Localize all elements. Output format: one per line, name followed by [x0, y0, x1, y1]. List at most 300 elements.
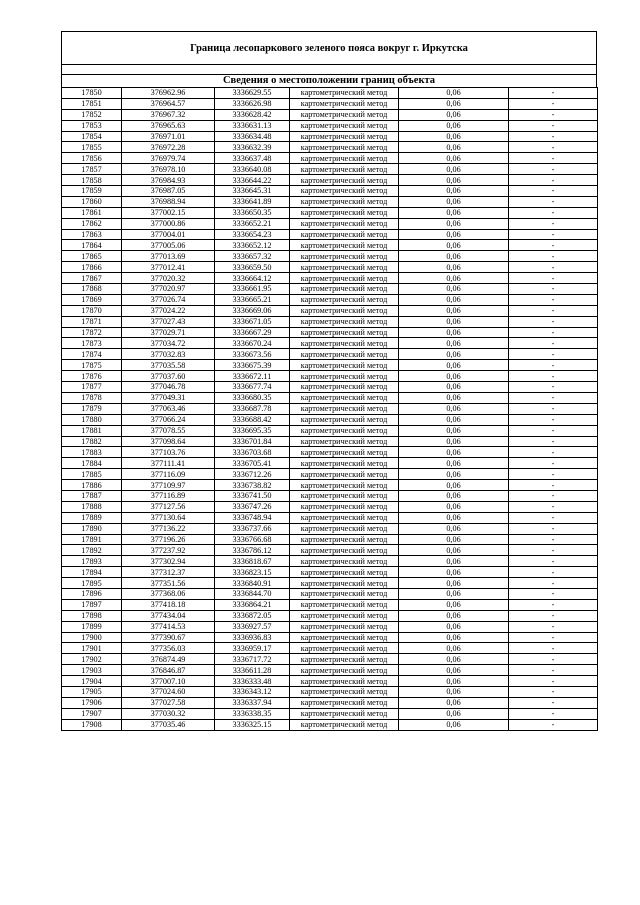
point-number-cell: 17867 — [62, 273, 122, 284]
point-number-cell: 17884 — [62, 458, 122, 469]
y-coordinate-cell: 3336645.31 — [215, 186, 290, 197]
table-row — [62, 425, 598, 436]
description-cell: - — [509, 414, 598, 425]
x-coordinate-cell: 376962.96 — [122, 88, 215, 99]
y-coordinate-cell: 3336673.56 — [215, 349, 290, 360]
x-coordinate-cell: 377020.97 — [122, 284, 215, 295]
x-coordinate-cell: 377136.22 — [122, 523, 215, 534]
table-row — [62, 512, 598, 523]
description-cell: - — [509, 480, 598, 491]
point-number-cell: 17887 — [62, 490, 122, 501]
x-coordinate-cell: 377109.97 — [122, 480, 215, 491]
section-heading: Сведения о местоположении границ объекта — [61, 74, 597, 87]
description-cell: - — [509, 294, 598, 305]
table-row — [62, 98, 598, 109]
description-cell: - — [509, 436, 598, 447]
description-cell: - — [509, 338, 598, 349]
table-row — [62, 578, 598, 589]
accuracy-cell: 0,06 — [399, 719, 509, 730]
y-coordinate-cell: 3336337.94 — [215, 697, 290, 708]
description-cell: - — [509, 469, 598, 480]
y-coordinate-cell: 3336667.29 — [215, 327, 290, 338]
document-title: Граница лесопаркового зеленого пояса вокруг г. Иркутска — [61, 31, 597, 64]
x-coordinate-cell: 376965.63 — [122, 120, 215, 131]
x-coordinate-cell: 377020.32 — [122, 273, 215, 284]
table-row — [62, 490, 598, 501]
accuracy-cell: 0,06 — [399, 501, 509, 512]
y-coordinate-cell: 3336626.98 — [215, 98, 290, 109]
method-cell: картометрический метод — [290, 294, 399, 305]
table-row — [62, 120, 598, 131]
table-row — [62, 186, 598, 197]
point-number-cell: 17861 — [62, 207, 122, 218]
y-coordinate-cell: 3336840.91 — [215, 578, 290, 589]
table-row — [62, 218, 598, 229]
y-coordinate-cell: 3336672.11 — [215, 371, 290, 382]
description-cell: - — [509, 229, 598, 240]
x-coordinate-cell: 377103.76 — [122, 447, 215, 458]
x-coordinate-cell: 377312.37 — [122, 567, 215, 578]
x-coordinate-cell: 376967.32 — [122, 109, 215, 120]
method-cell: картометрический метод — [290, 480, 399, 491]
point-number-cell: 17873 — [62, 338, 122, 349]
description-cell: - — [509, 403, 598, 414]
description-cell: - — [509, 676, 598, 687]
y-coordinate-cell: 3336628.42 — [215, 109, 290, 120]
description-cell: - — [509, 567, 598, 578]
method-cell: картометрический метод — [290, 229, 399, 240]
table-row — [62, 109, 598, 120]
method-cell: картометрический метод — [290, 665, 399, 676]
accuracy-cell: 0,06 — [399, 697, 509, 708]
accuracy-cell: 0,06 — [399, 392, 509, 403]
accuracy-cell: 0,06 — [399, 131, 509, 142]
method-cell: картометрический метод — [290, 349, 399, 360]
accuracy-cell: 0,06 — [399, 349, 509, 360]
y-coordinate-cell: 3336670.24 — [215, 338, 290, 349]
accuracy-cell: 0,06 — [399, 360, 509, 371]
point-number-cell: 17875 — [62, 360, 122, 371]
x-coordinate-cell: 377098.64 — [122, 436, 215, 447]
x-coordinate-cell: 377127.56 — [122, 501, 215, 512]
x-coordinate-cell: 377013.69 — [122, 251, 215, 262]
x-coordinate-cell: 376972.28 — [122, 142, 215, 153]
description-cell: - — [509, 109, 598, 120]
accuracy-cell: 0,06 — [399, 153, 509, 164]
accuracy-cell: 0,06 — [399, 273, 509, 284]
y-coordinate-cell: 3336959.17 — [215, 643, 290, 654]
method-cell: картометрический метод — [290, 316, 399, 327]
x-coordinate-cell: 377078.55 — [122, 425, 215, 436]
table-row — [62, 632, 598, 643]
method-cell: картометрический метод — [290, 501, 399, 512]
table-row — [62, 131, 598, 142]
method-cell: картометрический метод — [290, 534, 399, 545]
point-number-cell: 17862 — [62, 218, 122, 229]
accuracy-cell: 0,06 — [399, 371, 509, 382]
method-cell: картометрический метод — [290, 88, 399, 99]
description-cell: - — [509, 382, 598, 393]
description-cell: - — [509, 120, 598, 131]
method-cell: картометрический метод — [290, 545, 399, 556]
coordinates-table-body — [62, 88, 598, 731]
accuracy-cell: 0,06 — [399, 490, 509, 501]
x-coordinate-cell: 376846.87 — [122, 665, 215, 676]
method-cell: картометрический метод — [290, 327, 399, 338]
point-number-cell: 17876 — [62, 371, 122, 382]
point-number-cell: 17852 — [62, 109, 122, 120]
method-cell: картометрический метод — [290, 578, 399, 589]
accuracy-cell: 0,06 — [399, 610, 509, 621]
table-row — [62, 621, 598, 632]
accuracy-cell: 0,06 — [399, 251, 509, 262]
method-cell: картометрический метод — [290, 610, 399, 621]
accuracy-cell: 0,06 — [399, 88, 509, 99]
x-coordinate-cell: 376979.74 — [122, 153, 215, 164]
point-number-cell: 17877 — [62, 382, 122, 393]
accuracy-cell: 0,06 — [399, 305, 509, 316]
method-cell: картометрический метод — [290, 142, 399, 153]
description-cell: - — [509, 632, 598, 643]
table-row — [62, 447, 598, 458]
table-row — [62, 458, 598, 469]
method-cell: картометрический метод — [290, 632, 399, 643]
accuracy-cell: 0,06 — [399, 240, 509, 251]
table-row — [62, 262, 598, 273]
y-coordinate-cell: 3336737.66 — [215, 523, 290, 534]
y-coordinate-cell: 3336325.15 — [215, 719, 290, 730]
accuracy-cell: 0,06 — [399, 578, 509, 589]
y-coordinate-cell: 3336671.05 — [215, 316, 290, 327]
description-cell: - — [509, 621, 598, 632]
y-coordinate-cell: 3336661.95 — [215, 284, 290, 295]
accuracy-cell: 0,06 — [399, 338, 509, 349]
y-coordinate-cell: 3336343.12 — [215, 686, 290, 697]
description-cell: - — [509, 534, 598, 545]
point-number-cell: 17860 — [62, 196, 122, 207]
y-coordinate-cell: 3336738.82 — [215, 480, 290, 491]
point-number-cell: 17900 — [62, 632, 122, 643]
accuracy-cell: 0,06 — [399, 294, 509, 305]
x-coordinate-cell: 377116.09 — [122, 469, 215, 480]
x-coordinate-cell: 377368.06 — [122, 588, 215, 599]
method-cell: картометрический метод — [290, 523, 399, 534]
y-coordinate-cell: 3336611.28 — [215, 665, 290, 676]
x-coordinate-cell: 377351.56 — [122, 578, 215, 589]
x-coordinate-cell: 377004.01 — [122, 229, 215, 240]
description-cell: - — [509, 186, 598, 197]
table-row — [62, 567, 598, 578]
point-number-cell: 17850 — [62, 88, 122, 99]
table-row — [62, 316, 598, 327]
description-cell: - — [509, 98, 598, 109]
description-cell: - — [509, 447, 598, 458]
description-cell: - — [509, 251, 598, 262]
method-cell: картометрический метод — [290, 447, 399, 458]
method-cell: картометрический метод — [290, 98, 399, 109]
y-coordinate-cell: 3336766.68 — [215, 534, 290, 545]
method-cell: картометрический метод — [290, 414, 399, 425]
method-cell: картометрический метод — [290, 164, 399, 175]
x-coordinate-cell: 377034.72 — [122, 338, 215, 349]
method-cell: картометрический метод — [290, 708, 399, 719]
description-cell: - — [509, 545, 598, 556]
x-coordinate-cell: 377063.46 — [122, 403, 215, 414]
description-cell: - — [509, 719, 598, 730]
point-number-cell: 17864 — [62, 240, 122, 251]
accuracy-cell: 0,06 — [399, 512, 509, 523]
method-cell: картометрический метод — [290, 458, 399, 469]
description-cell: - — [509, 196, 598, 207]
accuracy-cell: 0,06 — [399, 708, 509, 719]
point-number-cell: 17851 — [62, 98, 122, 109]
method-cell: картометрический метод — [290, 262, 399, 273]
y-coordinate-cell: 3336654.23 — [215, 229, 290, 240]
point-number-cell: 17908 — [62, 719, 122, 730]
x-coordinate-cell: 377116.89 — [122, 490, 215, 501]
accuracy-cell: 0,06 — [399, 186, 509, 197]
point-number-cell: 17874 — [62, 349, 122, 360]
table-row — [62, 371, 598, 382]
method-cell: картометрический метод — [290, 131, 399, 142]
y-coordinate-cell: 3336657.32 — [215, 251, 290, 262]
point-number-cell: 17897 — [62, 599, 122, 610]
accuracy-cell: 0,06 — [399, 196, 509, 207]
accuracy-cell: 0,06 — [399, 676, 509, 687]
method-cell: картометрический метод — [290, 490, 399, 501]
method-cell: картометрический метод — [290, 284, 399, 295]
x-coordinate-cell: 376984.93 — [122, 175, 215, 186]
accuracy-cell: 0,06 — [399, 120, 509, 131]
accuracy-cell: 0,06 — [399, 599, 509, 610]
accuracy-cell: 0,06 — [399, 414, 509, 425]
y-coordinate-cell: 3336669.06 — [215, 305, 290, 316]
point-number-cell: 17906 — [62, 697, 122, 708]
x-coordinate-cell: 377002.15 — [122, 207, 215, 218]
description-cell: - — [509, 131, 598, 142]
accuracy-cell: 0,06 — [399, 588, 509, 599]
method-cell: картометрический метод — [290, 686, 399, 697]
y-coordinate-cell: 3336634.48 — [215, 131, 290, 142]
table-row — [62, 229, 598, 240]
method-cell: картометрический метод — [290, 567, 399, 578]
point-number-cell: 17905 — [62, 686, 122, 697]
point-number-cell: 17881 — [62, 425, 122, 436]
y-coordinate-cell: 3336637.48 — [215, 153, 290, 164]
x-coordinate-cell: 377032.83 — [122, 349, 215, 360]
table-row — [62, 360, 598, 371]
y-coordinate-cell: 3336687.78 — [215, 403, 290, 414]
y-coordinate-cell: 3336872.05 — [215, 610, 290, 621]
table-row — [62, 469, 598, 480]
method-cell: картометрический метод — [290, 218, 399, 229]
x-coordinate-cell: 377418.18 — [122, 599, 215, 610]
table-row — [62, 414, 598, 425]
x-coordinate-cell: 377026.74 — [122, 294, 215, 305]
y-coordinate-cell: 3336844.70 — [215, 588, 290, 599]
description-cell: - — [509, 708, 598, 719]
method-cell: картометрический метод — [290, 153, 399, 164]
method-cell: картометрический метод — [290, 207, 399, 218]
y-coordinate-cell: 3336652.12 — [215, 240, 290, 251]
x-coordinate-cell: 377111.41 — [122, 458, 215, 469]
point-number-cell: 17882 — [62, 436, 122, 447]
x-coordinate-cell: 377024.60 — [122, 686, 215, 697]
accuracy-cell: 0,06 — [399, 142, 509, 153]
table-row — [62, 523, 598, 534]
point-number-cell: 17904 — [62, 676, 122, 687]
x-coordinate-cell: 377049.31 — [122, 392, 215, 403]
description-cell: - — [509, 316, 598, 327]
description-cell: - — [509, 578, 598, 589]
y-coordinate-cell: 3336927.57 — [215, 621, 290, 632]
x-coordinate-cell: 377027.43 — [122, 316, 215, 327]
method-cell: картометрический метод — [290, 196, 399, 207]
point-number-cell: 17890 — [62, 523, 122, 534]
table-row — [62, 534, 598, 545]
table-row — [62, 708, 598, 719]
table-row — [62, 545, 598, 556]
accuracy-cell: 0,06 — [399, 218, 509, 229]
y-coordinate-cell: 3336748.94 — [215, 512, 290, 523]
x-coordinate-cell: 377237.92 — [122, 545, 215, 556]
accuracy-cell: 0,06 — [399, 534, 509, 545]
x-coordinate-cell: 377007.10 — [122, 676, 215, 687]
y-coordinate-cell: 3336680.35 — [215, 392, 290, 403]
description-cell: - — [509, 490, 598, 501]
point-number-cell: 17859 — [62, 186, 122, 197]
description-cell: - — [509, 305, 598, 316]
x-coordinate-cell: 377302.94 — [122, 556, 215, 567]
y-coordinate-cell: 3336864.21 — [215, 599, 290, 610]
point-number-cell: 17865 — [62, 251, 122, 262]
point-number-cell: 17883 — [62, 447, 122, 458]
method-cell: картометрический метод — [290, 120, 399, 131]
description-cell: - — [509, 360, 598, 371]
y-coordinate-cell: 3336665.21 — [215, 294, 290, 305]
method-cell: картометрический метод — [290, 240, 399, 251]
point-number-cell: 17901 — [62, 643, 122, 654]
accuracy-cell: 0,06 — [399, 229, 509, 240]
table-row — [62, 719, 598, 730]
point-number-cell: 17898 — [62, 610, 122, 621]
table-row — [62, 88, 598, 99]
spacer-row — [61, 64, 597, 74]
x-coordinate-cell: 377027.58 — [122, 697, 215, 708]
accuracy-cell: 0,06 — [399, 654, 509, 665]
point-number-cell: 17903 — [62, 665, 122, 676]
description-cell: - — [509, 665, 598, 676]
point-number-cell: 17891 — [62, 534, 122, 545]
description-cell: - — [509, 697, 598, 708]
description-cell: - — [509, 175, 598, 186]
description-cell: - — [509, 371, 598, 382]
point-number-cell: 17895 — [62, 578, 122, 589]
point-number-cell: 17853 — [62, 120, 122, 131]
table-row — [62, 588, 598, 599]
table-row — [62, 305, 598, 316]
table-row — [62, 382, 598, 393]
point-number-cell: 17870 — [62, 305, 122, 316]
y-coordinate-cell: 3336818.67 — [215, 556, 290, 567]
accuracy-cell: 0,06 — [399, 316, 509, 327]
point-number-cell: 17863 — [62, 229, 122, 240]
accuracy-cell: 0,06 — [399, 109, 509, 120]
x-coordinate-cell: 377037.60 — [122, 371, 215, 382]
accuracy-cell: 0,06 — [399, 632, 509, 643]
table-row — [62, 153, 598, 164]
x-coordinate-cell: 377390.67 — [122, 632, 215, 643]
description-cell: - — [509, 88, 598, 99]
description-cell: - — [509, 164, 598, 175]
table-row — [62, 610, 598, 621]
method-cell: картометрический метод — [290, 338, 399, 349]
x-coordinate-cell: 377000.86 — [122, 218, 215, 229]
method-cell: картометрический метод — [290, 425, 399, 436]
table-row — [62, 251, 598, 262]
y-coordinate-cell: 3336823.15 — [215, 567, 290, 578]
y-coordinate-cell: 3336641.89 — [215, 196, 290, 207]
x-coordinate-cell: 376978.10 — [122, 164, 215, 175]
y-coordinate-cell: 3336786.12 — [215, 545, 290, 556]
point-number-cell: 17885 — [62, 469, 122, 480]
point-number-cell: 17907 — [62, 708, 122, 719]
x-coordinate-cell: 377434.04 — [122, 610, 215, 621]
y-coordinate-cell: 3336677.74 — [215, 382, 290, 393]
description-cell: - — [509, 240, 598, 251]
table-row — [62, 392, 598, 403]
table-row — [62, 501, 598, 512]
y-coordinate-cell: 3336747.26 — [215, 501, 290, 512]
description-cell: - — [509, 458, 598, 469]
y-coordinate-cell: 3336712.26 — [215, 469, 290, 480]
y-coordinate-cell: 3336652.21 — [215, 218, 290, 229]
y-coordinate-cell: 3336688.42 — [215, 414, 290, 425]
y-coordinate-cell: 3336703.68 — [215, 447, 290, 458]
x-coordinate-cell: 377066.24 — [122, 414, 215, 425]
method-cell: картометрический метод — [290, 305, 399, 316]
method-cell: картометрический метод — [290, 403, 399, 414]
method-cell: картометрический метод — [290, 392, 399, 403]
description-cell: - — [509, 425, 598, 436]
description-cell: - — [509, 327, 598, 338]
table-row — [62, 643, 598, 654]
method-cell: картометрический метод — [290, 676, 399, 687]
point-number-cell: 17899 — [62, 621, 122, 632]
method-cell: картометрический метод — [290, 273, 399, 284]
y-coordinate-cell: 3336659.50 — [215, 262, 290, 273]
accuracy-cell: 0,06 — [399, 686, 509, 697]
point-number-cell: 17894 — [62, 567, 122, 578]
x-coordinate-cell: 377024.22 — [122, 305, 215, 316]
x-coordinate-cell: 377356.03 — [122, 643, 215, 654]
description-cell: - — [509, 273, 598, 284]
point-number-cell: 17886 — [62, 480, 122, 491]
point-number-cell: 17869 — [62, 294, 122, 305]
y-coordinate-cell: 3336631.13 — [215, 120, 290, 131]
y-coordinate-cell: 3336741.50 — [215, 490, 290, 501]
x-coordinate-cell: 377030.32 — [122, 708, 215, 719]
y-coordinate-cell: 3336695.35 — [215, 425, 290, 436]
x-coordinate-cell: 376987.05 — [122, 186, 215, 197]
x-coordinate-cell: 377046.78 — [122, 382, 215, 393]
y-coordinate-cell: 3336664.12 — [215, 273, 290, 284]
table-row — [62, 175, 598, 186]
description-cell: - — [509, 262, 598, 273]
table-row — [62, 284, 598, 295]
accuracy-cell: 0,06 — [399, 469, 509, 480]
description-cell: - — [509, 207, 598, 218]
